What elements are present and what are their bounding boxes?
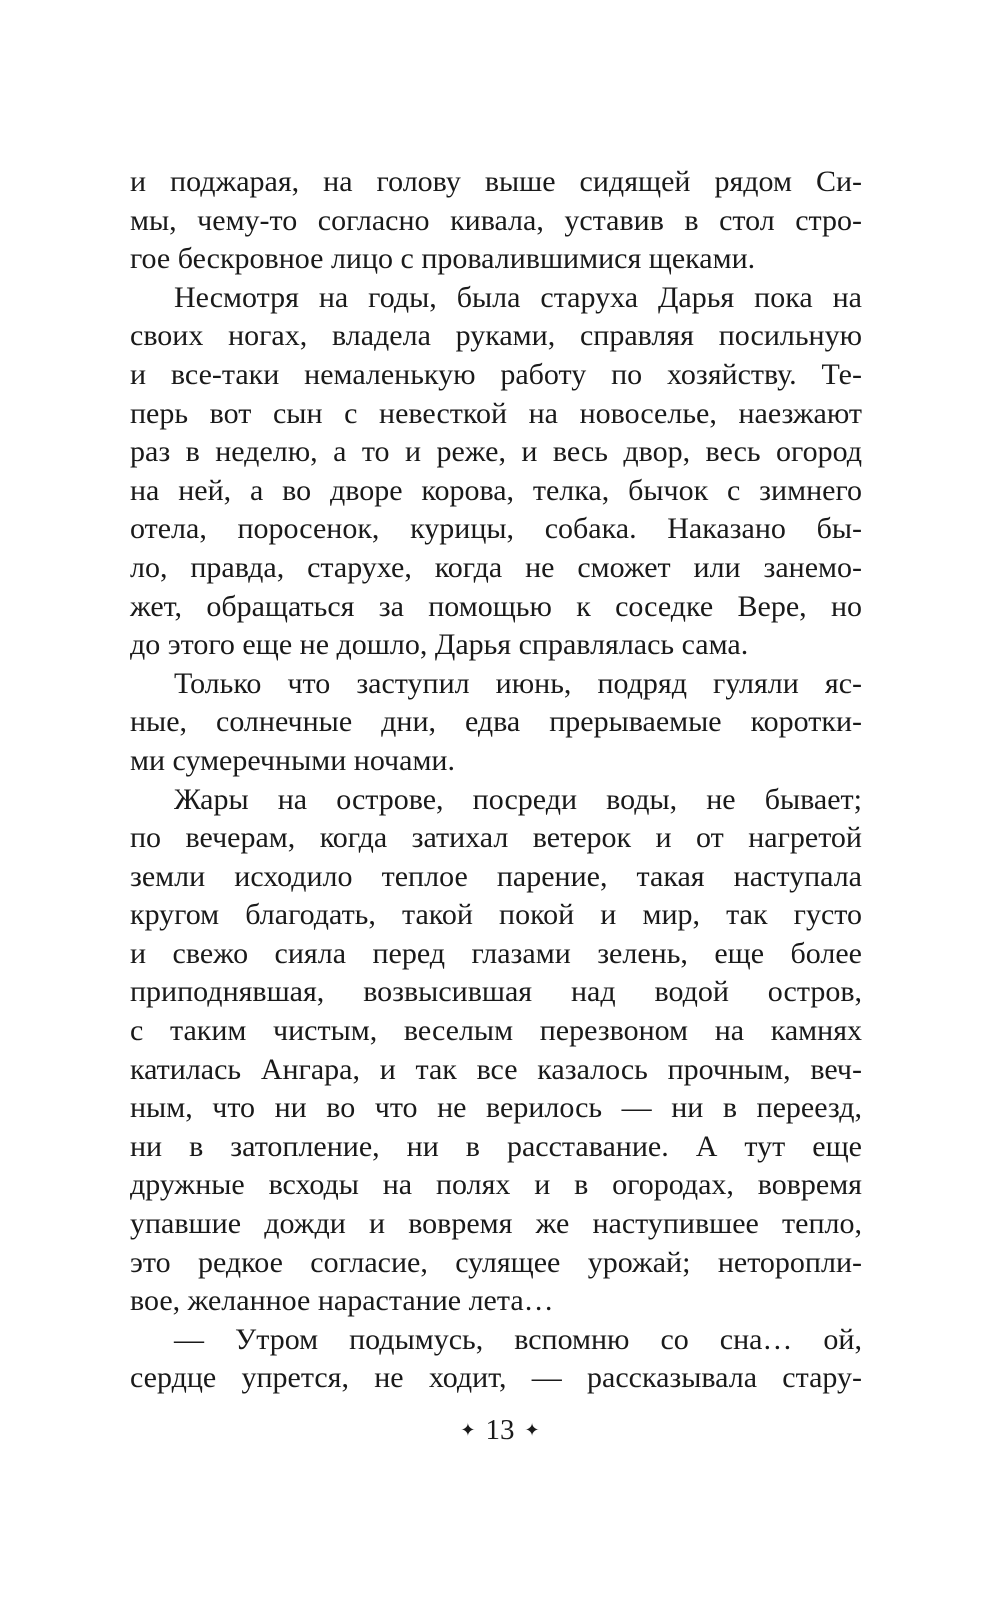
text-line: на ней, а во дворе корова, телка, бычок с зимнего (130, 473, 862, 507)
page-number-value: 13 (485, 1414, 515, 1446)
text-line: ло, правда, старухе, когда не сможет или занемо- (130, 550, 862, 584)
text-line: жет, обращаться за помощью к соседке Вере, но (130, 589, 862, 623)
paragraph-first-line: Жары на острове, посреди воды, не бывает; (174, 782, 862, 816)
text-line: ни в затопление, ни в расставание. А тут еще (130, 1129, 862, 1163)
paragraph-first-line: — Утром подымусь, вспомню со сна… ой, (174, 1322, 862, 1356)
paragraph-first-line: Несмотря на годы, была старуха Дарья пока на (174, 280, 862, 314)
text-line: ные, солнечные дни, едва прерываемые коротки- (130, 705, 862, 739)
text-line: по вечерам, когда затихал ветерок и от нагретой (130, 821, 862, 855)
text-line: кругом благодать, такой покой и мир, так густо (130, 898, 862, 932)
text-line: с таким чистым, веселым перезвоном на камнях (130, 1014, 862, 1048)
page-body (130, 163, 862, 1398)
text-line: и свежо сияла перед глазами зелень, еще более (130, 936, 862, 970)
text-line: земли исходило теплое парение, такая наступала (130, 859, 862, 893)
text-line: вое, желанное нарастание лета… (130, 1284, 554, 1318)
paragraph-first-line: Только что заступил июнь, подряд гуляли яс- (174, 666, 862, 700)
text-line: и все-таки немаленькую работу по хозяйству. Те- (130, 357, 862, 391)
text-line: до этого еще не дошло, Дарья справлялась сама. (130, 628, 749, 662)
text-line: упавшие дожди и вовремя же наступившее тепло, (130, 1207, 862, 1241)
star-ornament-icon: ✦ (524, 1420, 540, 1441)
text-line: ным, что ни во что не верилось — ни в переезд, (130, 1091, 862, 1125)
text-line: сердце упрется, не ходит, — рассказывала стару- (130, 1361, 862, 1395)
text-line: катилась Ангара, и так все казалось прочным, веч- (130, 1052, 862, 1086)
text-line: гое бескровное лицо с провалившимися щеками. (130, 242, 756, 276)
text-line: дружные всходы на полях и в огородах, вовремя (130, 1168, 862, 1202)
text-line: мы, чему-то согласно кивала, уставив в стол стро- (130, 203, 862, 237)
text-line: это редкое согласие, сулящее урожай; неторопли- (130, 1245, 862, 1279)
star-ornament-icon: ✦ (460, 1420, 476, 1441)
text-line: своих ногах, владела руками, справляя посильную (130, 319, 862, 353)
text-line: перь вот сын с невесткой на новоселье, наезжают (130, 396, 862, 430)
text-line: приподнявшая, возвысившая над водой остров, (130, 975, 862, 1009)
text-line: отела, поросенок, курицы, собака. Наказано бы- (130, 512, 862, 546)
text-line: раз в неделю, а то и реже, и весь двор, весь огород (130, 435, 862, 469)
text-line: ми сумеречными ночами. (130, 743, 455, 777)
text-line: и поджарая, на голову выше сидящей рядом Си- (130, 165, 862, 198)
page-number (0, 1412, 1000, 1449)
